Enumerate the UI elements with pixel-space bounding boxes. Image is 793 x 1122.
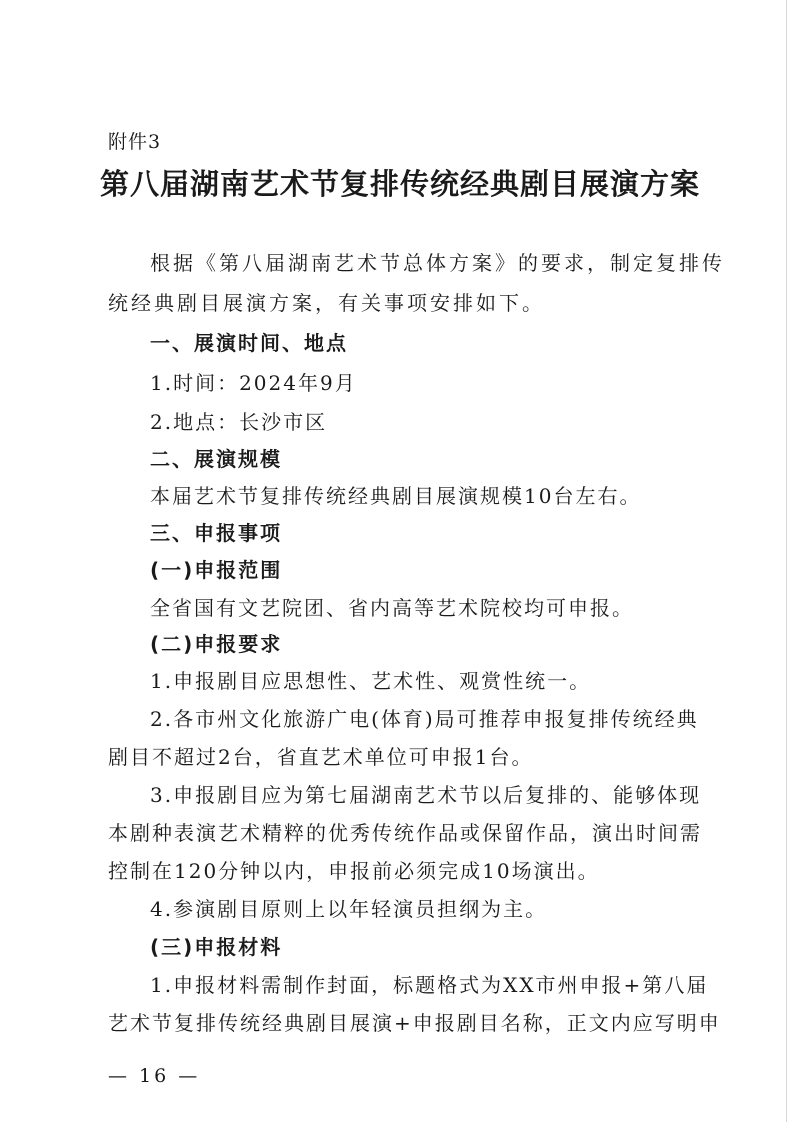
section-3-heading: 三、申报事项 <box>150 521 282 545</box>
subsection-3-2-heading: (二)申报要求 <box>150 632 283 656</box>
requirement-item-2-line-1: 2.各市州文化旅游广电(体育)局可推荐申报复排传统经典 <box>150 707 699 731</box>
intro-line-1: 根据《第八届湖南艺术节总体方案》的要求，制定复排传 <box>150 251 725 275</box>
materials-item-1-line-1: 1.申报材料需制作封面，标题格式为XX市州申报+第八届 <box>150 973 709 997</box>
requirement-item-4: 4.参演剧目原则上以年轻演员担纲为主。 <box>150 897 548 921</box>
document-title: 第八届湖南艺术节复排传统经典剧目展演方案 <box>100 167 701 201</box>
page-number: — 16 — <box>108 1065 201 1087</box>
section-1-place: 2.地点：长沙市区 <box>150 410 328 434</box>
requirement-item-3-line-1: 3.申报剧目应为第七届湖南艺术节以后复排的、能够体现 <box>150 783 702 807</box>
requirement-item-1: 1.申报剧目应思想性、艺术性、观赏性统一。 <box>150 669 592 693</box>
subsection-3-1-text: 全省国有文艺院团、省内高等艺术院校均可申报。 <box>150 596 634 620</box>
subsection-3-1-heading: (一)申报范围 <box>150 558 283 582</box>
materials-item-1-line-2: 艺术节复排传统经典剧目展演+申报剧目名称，正文内应写明申 <box>108 1011 721 1035</box>
scan-edge-line <box>786 0 787 1122</box>
intro-line-2: 统经典剧目展演方案，有关事项安排如下。 <box>108 291 545 315</box>
section-2-heading: 二、展演规模 <box>150 447 282 471</box>
subsection-3-3-heading: (三)申报材料 <box>150 935 283 959</box>
attachment-label: 附件3 <box>108 131 162 153</box>
section-1-heading: 一、展演时间、地点 <box>150 331 348 355</box>
requirement-item-2-line-2: 剧目不超过2台，省直艺术单位可申报1台。 <box>108 745 534 769</box>
section-2-text: 本届艺术节复排传统经典剧目展演规模10台左右。 <box>150 484 642 508</box>
requirement-item-3-line-3: 控制在120分钟以内，申报前必须完成10场演出。 <box>108 859 600 883</box>
section-1-time: 1.时间：2024年9月 <box>150 371 357 395</box>
requirement-item-3-line-2: 本剧种表演艺术精粹的优秀传统作品或保留作品，演出时间需 <box>108 821 702 845</box>
